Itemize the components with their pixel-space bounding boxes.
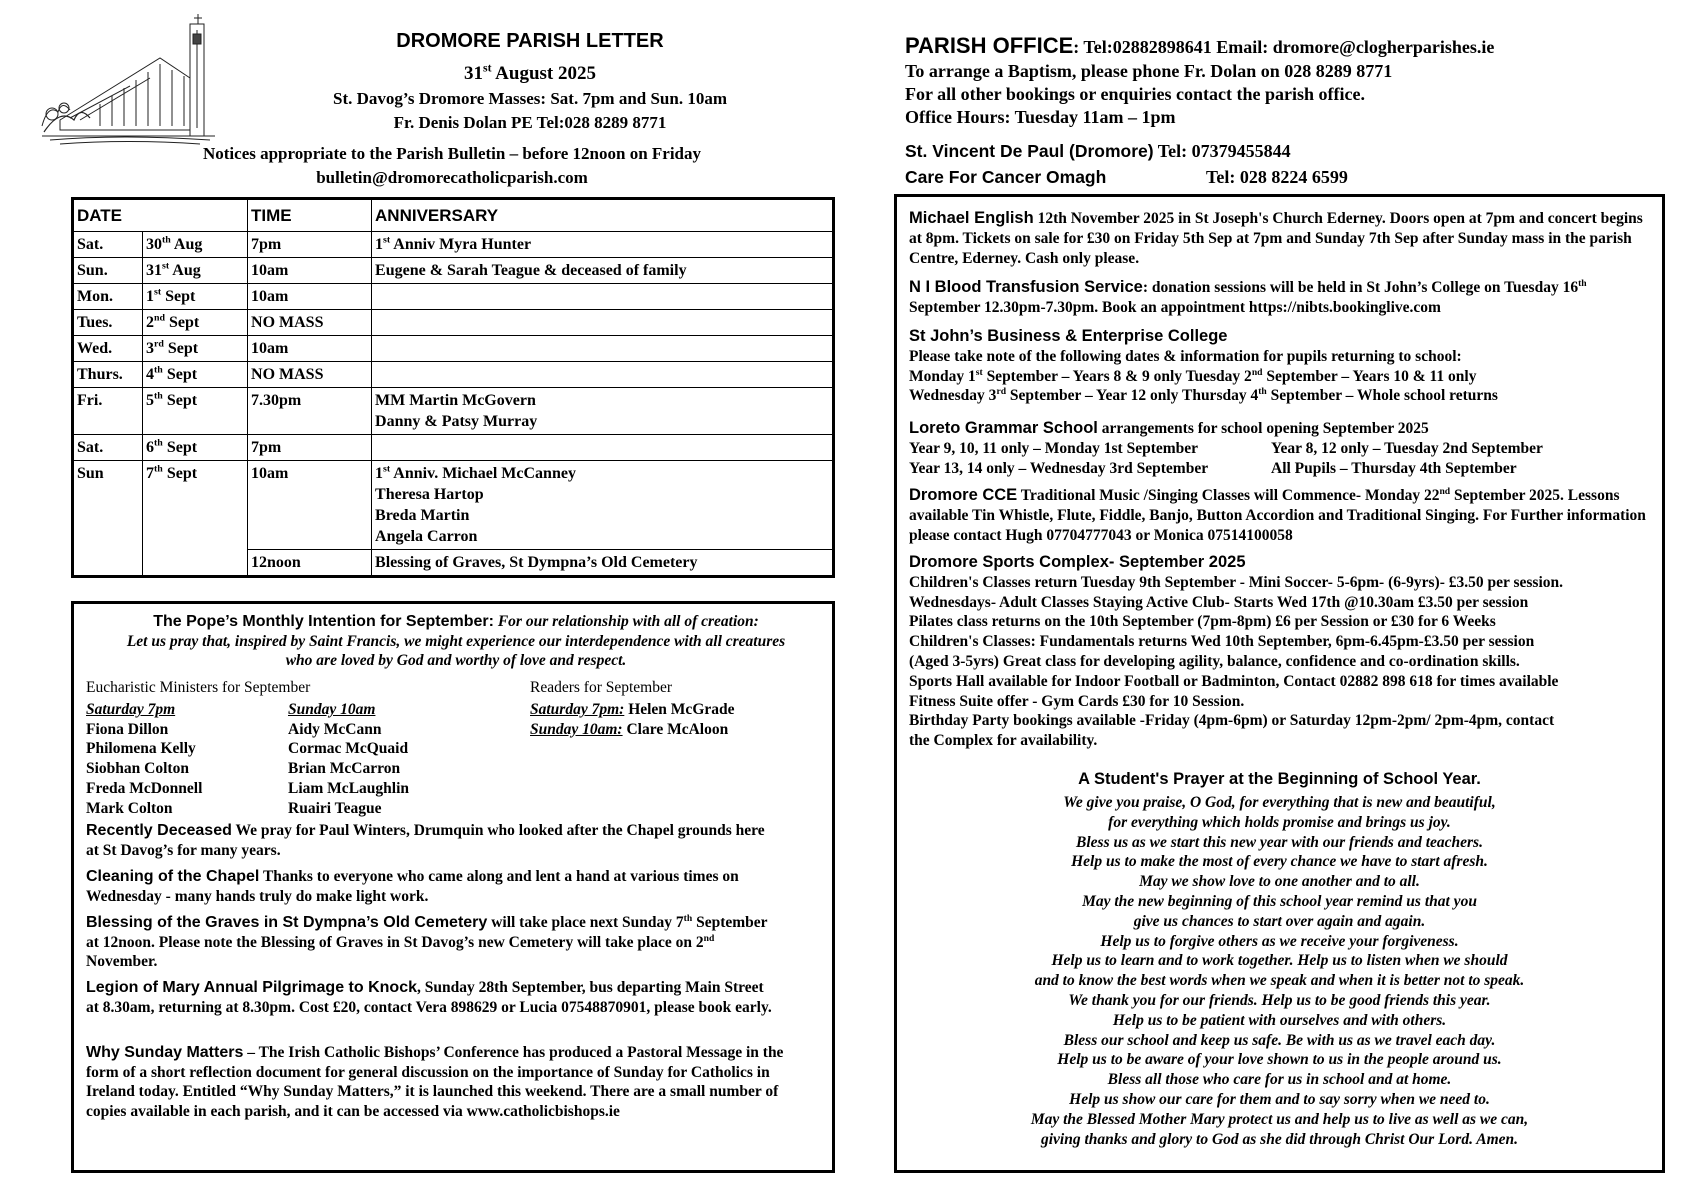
student-prayer-text: We give you praise, O God, for everything that is new and beautiful, for everything which holds promise and brings us joy. Bless us as we start this new year with our friends and teachers. Help us to make the most of every chance we have to start afresh. May we show love to one another and to all. May the new beginning of this school year remind us that you give us chances to start over again and again. Help us to forgive others as we receive your forgiveness. Help us to learn and to work together. Help us to listen when we should and to know the best words when we speak and when it is better not to speak. We thank you for our friends. Help us to be good friends this year. Help us to be patient with ourselves and with others. Bless our school and keep us safe. Be with us as we travel each day. Help us to be aware of your love shown to us in the people around us. Bless all those who care for us in school and at home. Help us show our care for them and to say sorry when we need to. May the Blessed Mother Mary protect us and help us to live as well as we can, giving thanks and glory to God as she did through Christ Our Lord. Amen. <box>1030 794 1529 1148</box>
row-date: 2nd Sept <box>143 310 248 336</box>
table-row <box>73 258 834 284</box>
left-notices-box <box>71 601 835 1173</box>
sports-complex-notice: Dromore Sports Complex- September 2025 Children's Classes return Tuesday 9th September - Mini Soccer- 5-6pm- (6-9yrs)- £3.50 per session. Wednesdays- Adult Classes Staying Active Club- Starts Wed 17th @10.30am £3.50 per session Pilates class returns on the 10th September (7pm-8pm) £6 per Session or £30 for 6 Weeks Children's Classes: Fundamentals returns Wed 10th September, 6pm-6.45pm-£3.50 per session (Aged 3-5yrs) Great class for developing agility, balance, confidence and co-ordination skills. Sports Hall available for Indoor Football or Badminton, Contact 02882 898 618 for times available Fitness Suite offer - Gym Cards £30 for 10 Session. Birthday Party bookings available -Friday (4pm-6pm) or Saturday 12pm-2pm/ 2pm-4pm, contact the Complex for availability. <box>909 553 1564 750</box>
row-time: 7pm <box>248 435 372 461</box>
bulletin-title: DROMORE PARISH LETTER <box>396 30 664 52</box>
row-time: 10am <box>248 258 372 284</box>
row-date: 30th Aug <box>143 232 248 258</box>
row-anniversary <box>372 336 834 362</box>
st-johns-college-notice: St John’s Business & Enterprise College Please take note of the following dates & information for pupils returning to school: Monday 1st September – Years 8 & 9 only Tuesday 2nd September – Years 10 & 11 only Wednesday 3rd September – Year 12 only Thursday 4th September – Whole school returns <box>909 327 1498 405</box>
loreto-grammar-notice: Loreto Grammar School arrangements for school opening September 2025 Year 9, 10, 11 only – Monday 1st September Year 8, 12 only – Tuesday 2nd September Year 13, 14 only – Wednesday 3rd September All Pupils – Thursday 4th September <box>909 419 1543 477</box>
row-anniversary: 1st Anniv Myra Hunter <box>372 232 834 258</box>
row-day: Sat. <box>73 435 143 461</box>
row-date: 31st Aug <box>143 258 248 284</box>
row-time: 7.30pm <box>248 388 372 435</box>
table-row <box>73 310 834 336</box>
care-for-cancer-contact: Care For Cancer Omagh Tel: 028 8224 6599 <box>905 167 1348 187</box>
dromore-cce-notice: Dromore CCE Traditional Music /Singing Classes will Commence- Monday 22nd September 2025. Lessons available Tin Whistle, Flute, Fiddle, Banjo, Button Accordion and Traditional Singing. For Further information please contact Hugh 07704777043 or Monica 07514100058 <box>909 485 1646 544</box>
recently-deceased-notice: Recently Deceased We pray for Paul Winters, Drumquin who looked after the Chapel grounds here at St Davog’s for many years. <box>86 822 765 859</box>
table-row <box>73 461 834 550</box>
svdp-contact: St. Vincent De Paul (Dromore) Tel: 07379455844 <box>905 141 1291 161</box>
row-day: Sat. <box>73 232 143 258</box>
church-illustration <box>40 8 215 148</box>
row-date: 3rd Sept <box>143 336 248 362</box>
column-header-anniversary: ANNIVERSARY <box>372 199 834 232</box>
row-date: 4th Sept <box>143 362 248 388</box>
row-day: Thurs. <box>73 362 143 388</box>
row-time: 10am <box>248 336 372 362</box>
why-sunday-matters-notice: Why Sunday Matters – The Irish Catholic Bishops’ Conference has produced a Pastoral Message in the form of a short reflection document for general discussion on the importance of Sunday for Catholics in Ireland today. Entitled “Why Sunday Matters,” it is launched this weekend. There are a small number of copies available in each parish, and it can be accessed via www.catholicbishops.ie <box>86 1044 784 1121</box>
row-anniversary: Blessing of Graves, St Dympna’s Old Cemetery <box>372 550 834 577</box>
row-day: Wed. <box>73 336 143 362</box>
row-day: Fri. <box>73 388 143 435</box>
row-day: Mon. <box>73 284 143 310</box>
row-day: Sun. <box>73 258 143 284</box>
mass-times: St. Davog’s Dromore Masses: Sat. 7pm and Sun. 10am <box>332 89 727 108</box>
bulletin-email: bulletin@dromorecatholicparish.com <box>316 168 588 187</box>
row-time: 7pm <box>248 232 372 258</box>
column-header-time: TIME <box>248 199 372 232</box>
row-date: 6th Sept <box>143 435 248 461</box>
row-date: 7th Sept <box>143 461 248 577</box>
row-anniversary <box>372 362 834 388</box>
ministers-sunday-list: Sunday 10am Aidy McCann Cormac McQuaid Brian McCarron Liam McLaughlin Ruairi Teague <box>288 701 410 817</box>
row-time: 10am <box>248 284 372 310</box>
row-day: Tues. <box>73 310 143 336</box>
row-time: NO MASS <box>248 362 372 388</box>
row-date: 1st Sept <box>143 284 248 310</box>
mass-schedule-table <box>71 197 835 578</box>
row-anniversary <box>372 435 834 461</box>
cleaning-chapel-notice: Cleaning of the Chapel Thanks to everyone who came along and lent a hand at various times on Wednesday - many hands truly do make light work. <box>86 868 739 905</box>
office-hours: Office Hours: Tuesday 11am – 1pm <box>905 107 1176 127</box>
blessing-graves-notice: Blessing of the Graves in St Dympna’s Old Cemetery will take place next Sunday 7th September at 12noon. Please note the Blessing of Graves in St Davog’s new Cemetery will take place on 2nd November. <box>86 912 768 971</box>
row-anniversary <box>372 310 834 336</box>
right-notices-box <box>894 194 1665 1173</box>
row-time: 12noon <box>248 550 372 577</box>
priest-contact: Fr. Denis Dolan PE Tel:028 8289 8771 <box>393 113 667 132</box>
readers-list: Saturday 7pm: Helen McGrade Sunday 10am: Clare McAloon <box>530 701 735 738</box>
table-header-row <box>73 199 834 232</box>
blood-transfusion-notice: N I Blood Transfusion Service: donation sessions will be held in St John’s College on Tuesday 16th September 12.30pm-7.30pm. Book an appointment https://nibts.bookinglive.com <box>909 277 1587 316</box>
row-time: NO MASS <box>248 310 372 336</box>
legion-of-mary-notice: Legion of Mary Annual Pilgrimage to Knock, Sunday 28th September, bus departing Main Street at 8.30am, returning at 8.30pm. Cost £20, contact Vera 898629 or Lucia 07548870901, please book early. <box>86 979 772 1016</box>
row-anniversary <box>372 284 834 310</box>
row-anniversary: Eugene & Sarah Teague & deceased of family <box>372 258 834 284</box>
column-header-date: DATE <box>73 199 248 232</box>
ministers-saturday-list: Saturday 7pm Fiona Dillon Philomena Kelly Siobhan Colton Freda McDonnell Mark Colton <box>86 701 203 817</box>
pope-intention: The Pope’s Monthly Intention for September: For our relationship with all of creation: Let us pray that, inspired by Saint Francis, we might experience our interdependence with all creatures who are loved by God and worthy of love and respect. <box>126 613 786 669</box>
table-row <box>73 232 834 258</box>
table-row <box>73 362 834 388</box>
bookings-info: For all other bookings or enquiries contact the parish office. <box>905 84 1365 104</box>
table-row <box>73 388 834 435</box>
table-row <box>73 336 834 362</box>
row-anniversary: MM Martin McGovern Danny & Patsy Murray <box>372 388 834 435</box>
row-date: 5th Sept <box>143 388 248 435</box>
row-anniversary: 1st Anniv. Michael McCanney Theresa Hartop Breda Martin Angela Carron <box>372 461 834 550</box>
ministers-heading: Eucharistic Ministers for September <box>86 679 311 696</box>
row-day: Sun <box>73 461 143 577</box>
bulletin-date: 31st August 2025 <box>463 61 597 84</box>
baptism-info: To arrange a Baptism, please phone Fr. Dolan on 028 8289 8771 <box>905 61 1393 81</box>
parish-office-contact: PARISH OFFICE: Tel:02882898641 Email: dromore@clogherparishes.ie <box>905 33 1495 58</box>
row-time: 10am <box>248 461 372 550</box>
bulletin-notice-deadline: Notices appropriate to the Parish Bulletin – before 12noon on Friday <box>202 144 702 163</box>
table-row <box>73 284 834 310</box>
readers-heading: Readers for September <box>530 679 673 696</box>
michael-english-notice: Michael English 12th November 2025 in St Joseph's Church Ederney. Doors open at 7pm and concert begins at 8pm. Tickets on sale for £30 on Friday 5th Sep at 7pm and Sunday 7th Sep after Sunday mass in the parish Centre, Ederney. Cash only please. <box>909 209 1643 267</box>
student-prayer-title: A Student's Prayer at the Beginning of School Year. <box>1078 770 1481 788</box>
table-row <box>73 435 834 461</box>
